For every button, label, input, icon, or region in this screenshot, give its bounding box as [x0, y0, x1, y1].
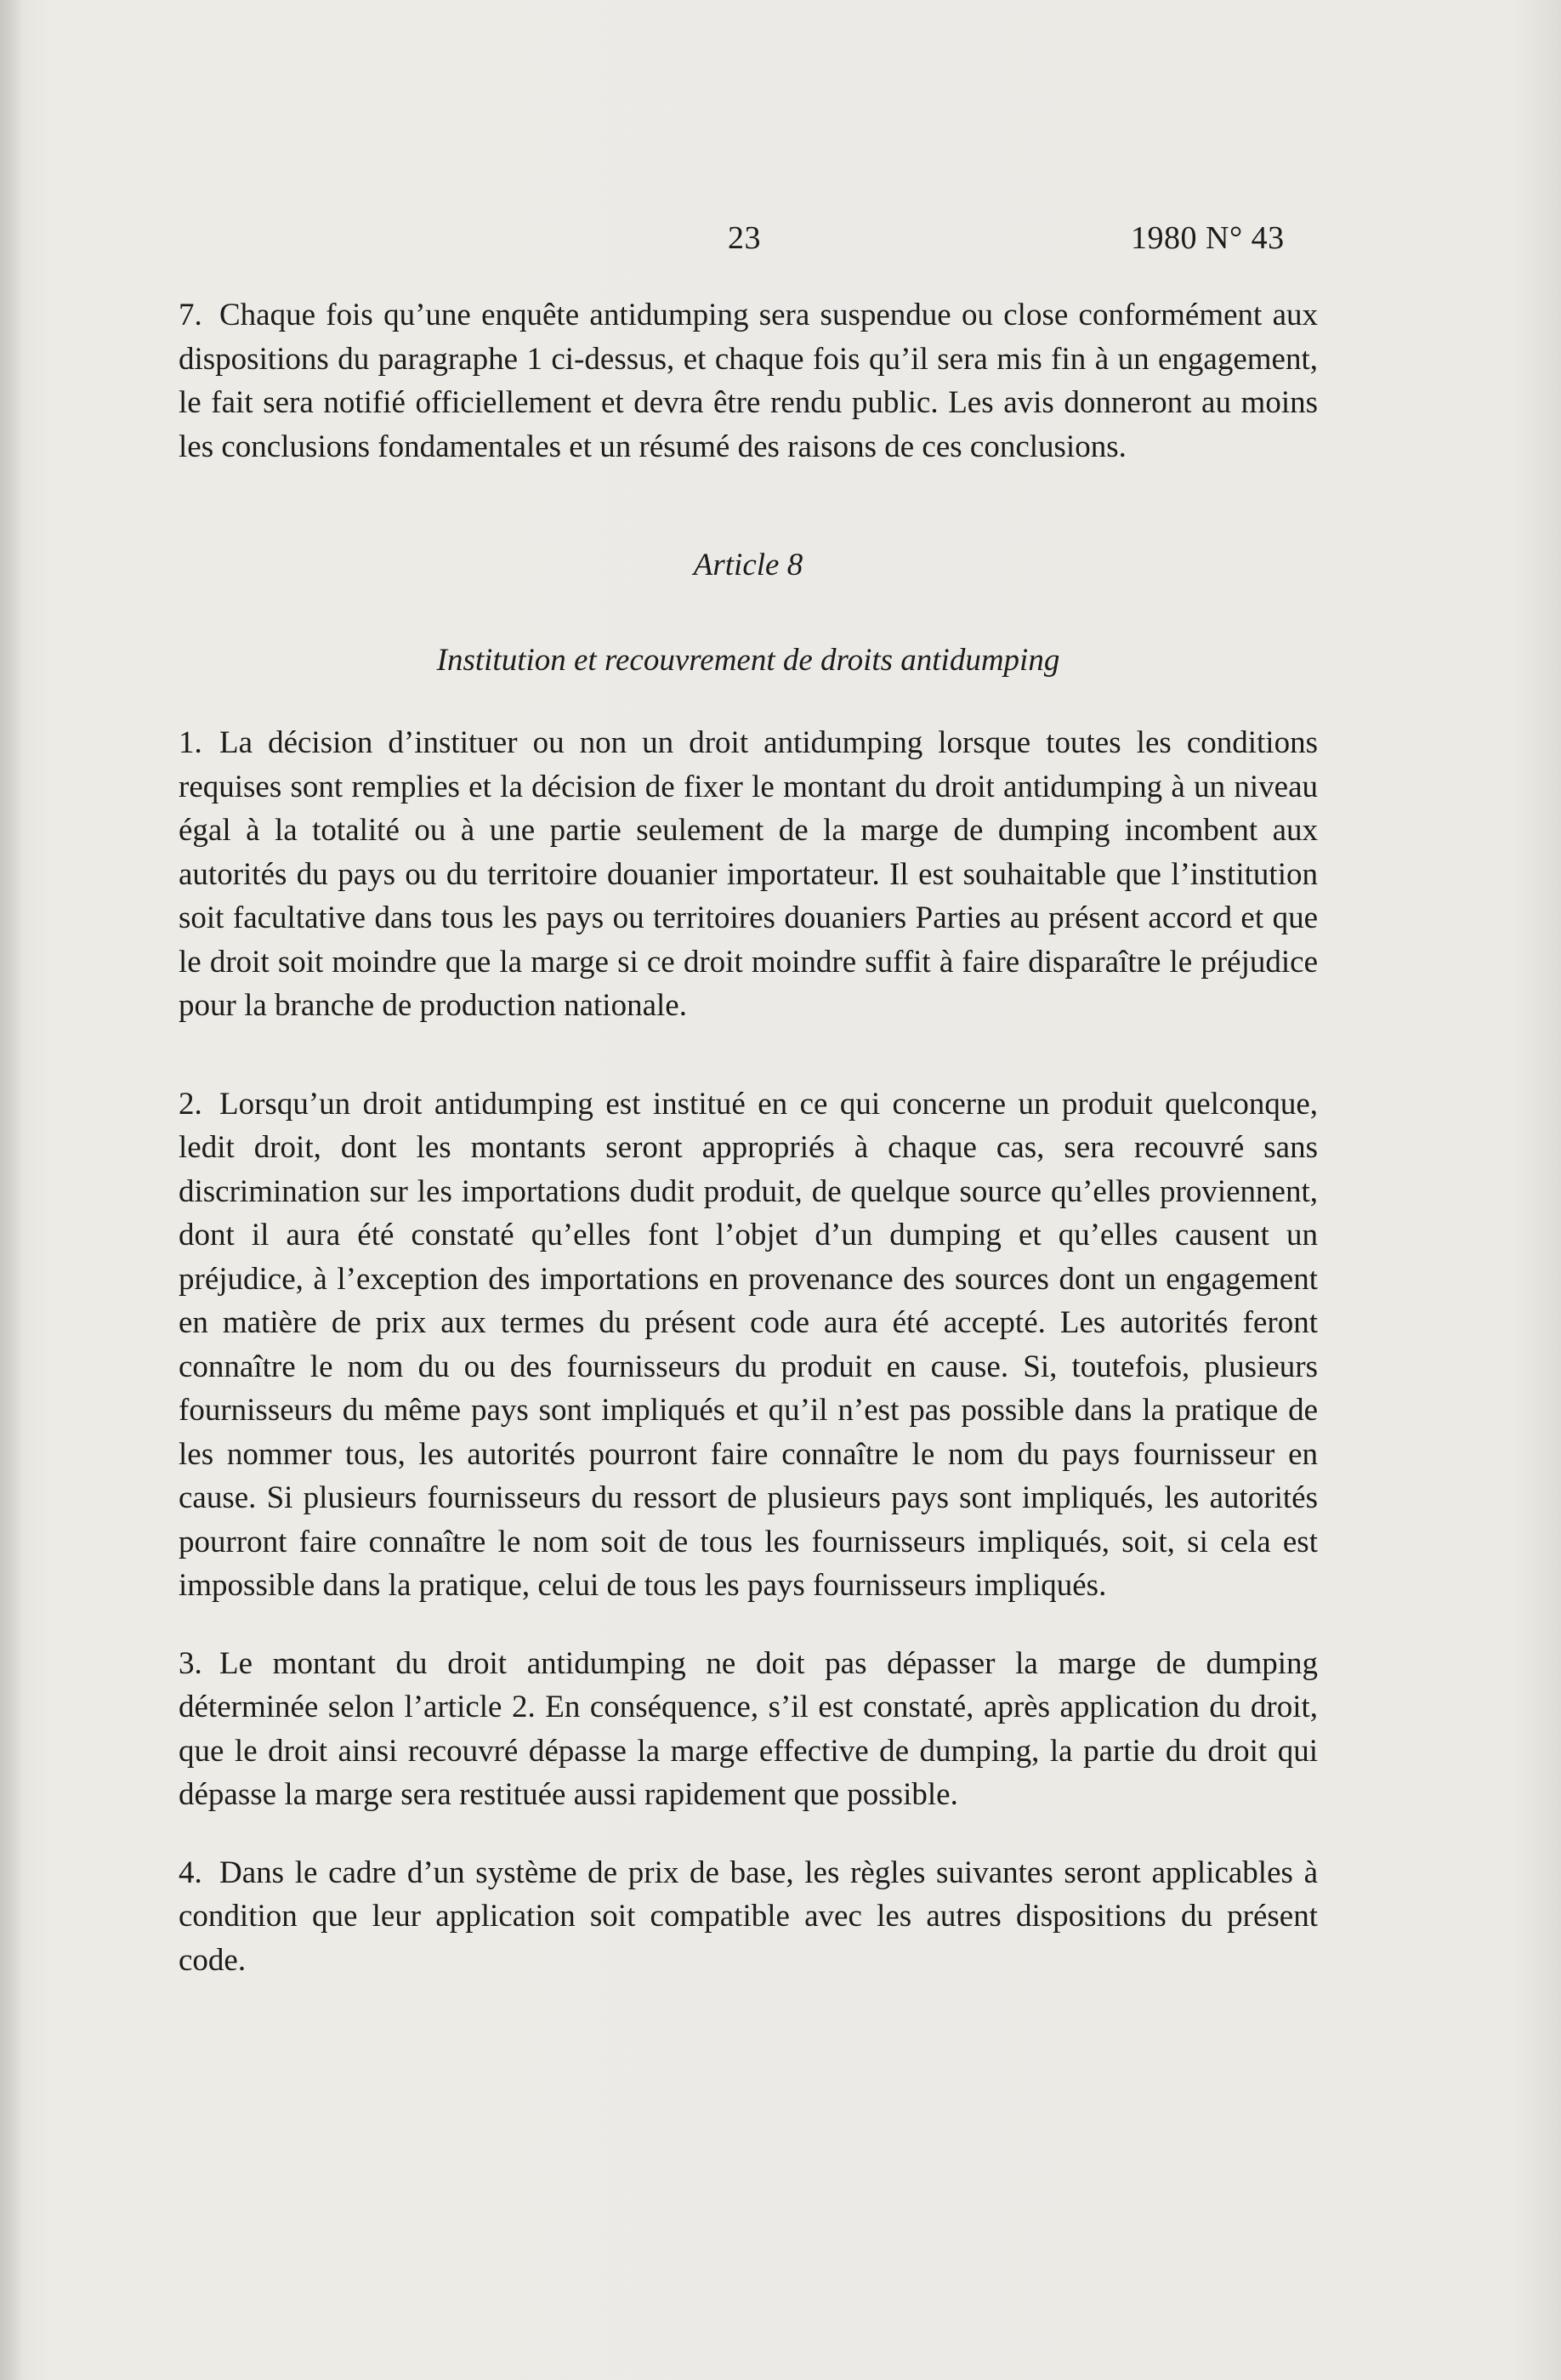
paragraph-3 — [179, 1642, 1318, 1817]
paragraph-number: 3. — [179, 1645, 202, 1681]
paragraph-number: 4. — [179, 1855, 202, 1890]
paragraph-7 — [179, 293, 1318, 469]
paragraph-number: 1. — [179, 725, 202, 760]
page-spine-shadow — [0, 0, 22, 2380]
paragraph-text: Dans le cadre d’un système de prix de base, les règles suivantes seront applicables à condition que leur application soit compatible avec les autres dispositions du présent code. — [179, 1855, 1318, 1978]
paragraph-text: Le montant du droit antidumping ne doit pas dépasser la marge de dumping déterminée selon l’article 2. En conséquence, s’il est constaté, après application du droit, que le droit ainsi recouvré dépasse la marge effective de dumping, la partie du droit qui dépasse la marge sera restituée aussi rapidement que possible. — [179, 1645, 1318, 1812]
paragraph-2 — [179, 1082, 1318, 1608]
page-header — [0, 219, 1561, 262]
article-subtitle: Institution et recouvrement de droits antidumping — [436, 642, 1060, 678]
paragraph-text: La décision d’instituer ou non un droit antidumping lorsque toutes les conditions requises sont remplies et la décision de fixer le montant du droit antidumping à un niveau égal à la totalité ou à une partie seulement de la marge de dumping incombent aux autorités du pays ou du territoire douanier importateur. Il est souhaitable que l’institution soit facultative dans tous les pays ou territoires douaniers Parties au présent accord et que le droit soit moindre que la marge si ce droit moindre suffit à faire disparaître le préjudice pour la branche de production nationale. — [179, 725, 1318, 1023]
paragraph-text: Lorsqu’un droit antidumping est institué en ce qui concerne un produit quelconque, ledit droit, dont les montants seront appropriés à chaque cas, sera recouvré sans discrimination sur les importations dudit produit, de quelque source qu’elles proviennent, dont il aura été constaté qu’elles font l’objet d’un dumping et qu’elles causent un préjudice, à l’exception des importations en provenance des sources dont un engagement en matière de prix aux termes du présent code aura été accepté. Les autorités feront connaître le nom du ou des fournisseurs du produit en cause. Si, toutefois, plusieurs fournisseurs du même pays sont impliqués et qu’il n’est pas possible dans la pratique de les nommer tous, les autorités pourront faire connaître le nom du pays fournisseur en cause. Si plusieurs fournisseurs du ressort de plusieurs pays sont impliqués, les autorités pourront faire connaître le nom soit de tous les fournisseurs impliqués, soit, si cela est impossible dans la pratique, celui de tous les pays fournisseurs impliqués. — [179, 1086, 1318, 1603]
document-body — [179, 293, 1318, 1982]
paragraph-number: 2. — [179, 1086, 202, 1122]
paragraph-number: 7. — [179, 298, 202, 332]
paragraph-1 — [179, 721, 1318, 1028]
paragraph-4 — [179, 1851, 1318, 1983]
page-number: 23 — [728, 220, 761, 256]
document-reference: 1980 N° 43 — [1131, 220, 1285, 256]
article-title: Article 8 — [693, 548, 803, 582]
paragraph-text: Chaque fois qu’une enquête antidumping sera suspendue ou close conformément aux dispositions du paragraphe 1 ci-dessus, et chaque fois qu’il sera mis fin à un engagement, le fait sera notifié officiellement et devra être rendu public. Les avis donneront au moins les conclusions fondamentales et un résumé des raisons de ces conclusions. — [179, 298, 1318, 464]
